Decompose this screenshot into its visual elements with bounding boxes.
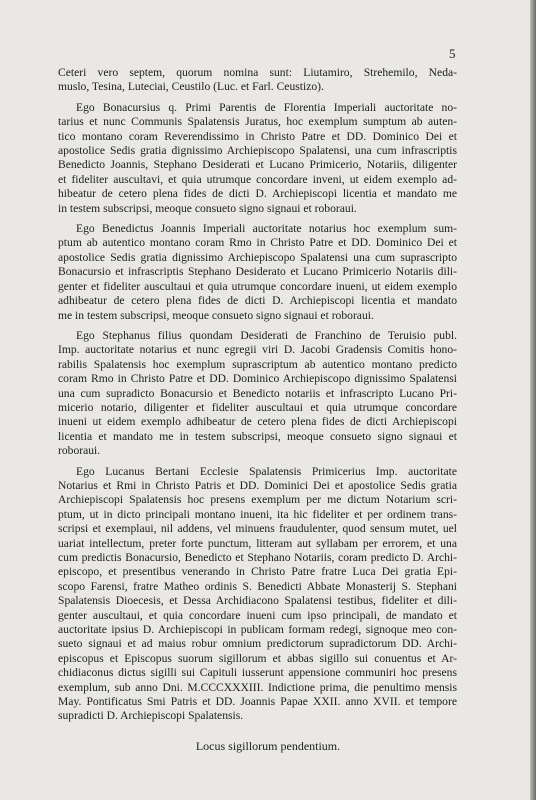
document-body (58, 66, 457, 730)
text-line: et fideliter auscultavi, et quia utrumque concordare inveni, ut eidem exemplo ad- (58, 172, 457, 186)
paragraph (58, 66, 457, 95)
text-line: Ego Benedictus Joannis Imperiali auctoritate notarius hoc exemplum sum- (76, 222, 457, 236)
text-line: licentia et mandato me in testem subscripsi, meoque consueto signo signaui et (58, 429, 457, 443)
text-line: Bonacursio et infrascriptis Stephano Desiderato et Lucano Primicerio Notariis dili- (58, 265, 457, 279)
text-line: Imp. auctoritate notarius et nunc egregii viri D. Jacobi Gradensis Comitis hono- (58, 343, 457, 357)
paragraph (58, 465, 457, 724)
text-line: me in testem subscripsi, meoque consueto signo signaui et roboraui. (58, 308, 374, 322)
text-line: coram Rmo in Christo Patre et DD. Dominico Archiepiscopo dignissimo Spalatensi (58, 372, 457, 386)
text-line: apostolice Sedis gratia dignissimo Archiepiscopo Spalatensi, una cum infrascriptis (58, 144, 457, 158)
text-line: Ego Lucanus Bertani Ecclesie Spalatensis Primicerius Imp. auctoritate (76, 464, 457, 478)
text-line: ptum, ut in dicto principali montano inueni, ita hic fideliter et per ordinem trans- (58, 507, 457, 521)
text-line: Benedicto Joannis, Stephano Desiderati et Lucano Primicerio, Notariis, diligenter (58, 158, 457, 172)
text-line: May. Pontificatus Smi Patris et DD. Joannis Papae XXII. anno XVII. et tempore (58, 695, 457, 709)
text-line: Archiepiscopi Spalatensis hoc presens exemplum per me dictum Notarium scri- (58, 493, 457, 507)
text-line: adhibeatur de cetero plena fides de dicti D. Archiepiscopi licentia et mandato (58, 294, 457, 308)
text-line: supradicti D. Archiepiscopi Spalatensis. (58, 709, 244, 723)
text-line: ptum ab autentico montano coram Rmo in Christo Patre et DD. Dominico Dei et (58, 236, 457, 250)
binding-gutter (530, 0, 536, 800)
text-line: tico montano coram Reverendissimo in Christo Patre et DD. Dominico Dei et (58, 129, 457, 143)
text-line: micerio notario, diligenter et fideliter auscultaui et quia utrumque concordare (58, 400, 457, 414)
text-line: Ego Stephanus filius quondam Desiderati de Franchino de Teruisio publ. (76, 328, 457, 342)
paragraph (58, 101, 457, 216)
text-line: muslo, Tesina, Luteciai, Ceustilo (Luc. et Farl. Ceustizo). (58, 80, 324, 94)
text-line: inueni ut eidem exemplo adhibeatur de cetero plena fides de dicti Archiepiscopi (58, 415, 457, 429)
text-line: hibeatur de cetero plena fides de dicti D. Archiepiscopi licentia et mandato me (58, 187, 457, 201)
text-line: genter auscultaui, et quia concordare inueni cum ipso principali, de mandato et (58, 608, 457, 622)
closing-line: Locus sigillorum pendentium. (195, 739, 341, 753)
text-line: episcopo, et presentibus venerando in Christo Patre fratre Luca Dei gratia Epi- (58, 565, 457, 579)
paragraph (58, 329, 457, 459)
text-line: roboraui. (58, 444, 101, 458)
text-line: in testem subscripsi, meoque consueto signo signaui et roboraui. (58, 201, 357, 215)
text-line: sueto signaui et ad maius robur omnium predictorum supradictorum DD. Archi- (58, 637, 457, 651)
text-line: auctoritate ipsius D. Archiepiscopi in publicam formam redegi, signoque meo con- (58, 623, 457, 637)
paragraph (58, 222, 457, 323)
text-line: Ceteri vero septem, quorum nomina sunt: Liutamiro, Strehemilo, Neda- (58, 66, 457, 79)
text-line: una cum supradicto Bonacursio et Benedicto notariis et infrascripto Lucano Pri- (58, 386, 457, 400)
text-line: scopo Farensi, fratre Matheo ordinis S. Benedicti Abbate Monasterij S. Stephani (58, 579, 457, 593)
text-line: episcopus et Episcopus suorum sigillorum et abbas sigillo sui conuentus et Ar- (58, 651, 457, 665)
page-number: 5 (449, 46, 456, 61)
text-line: tarius et nunc Communis Spalatensis Juratus, hoc exemplum sumptum ab auten- (58, 115, 457, 129)
text-line: apostolice Sedis gratia dignissimo Archiepiscopo Spalatensi una cum suprascripto (58, 250, 457, 264)
text-line: uariat intellectum, preter forte punctum, litteram aut syllabam per errorem, et una (58, 536, 457, 550)
text-line: scripsi et exemplaui, nil addens, vel minuens fraudulenter, quod sensum mutet, uel (58, 522, 457, 536)
text-line: chidiaconus dictus sigilli sui Capituli iusserunt appensione communiri hoc presens (58, 666, 457, 680)
text-line: exemplum, sub anno Dni. M.CCCXXXIII. Indictione prima, die penultimo mensis (58, 680, 457, 694)
text-line: Ego Bonacursius q. Primi Parentis de Florentia Imperiali auctoritate no- (76, 100, 457, 114)
text-line: Notarius et Rmi in Christo Patris et DD. Dominici Dei et apostolice Sedis gratia (58, 478, 457, 492)
text-line: rabilis Spalatensis hoc exemplum suprascriptum ab autentico montano predicto (58, 357, 457, 371)
text-line: Spalatensis Dioecesis, et Dessa Archidiacono Spalatensi testibus, fideliter et dili- (58, 594, 457, 608)
text-line: genter et fideliter auscultaui et quia utrumque concordare inueni, ut eidem exemplo (58, 279, 457, 293)
text-line: cum predictis Bonacursio, Benedicto et Stephano Notariis, coram predicto D. Archi- (58, 551, 457, 564)
